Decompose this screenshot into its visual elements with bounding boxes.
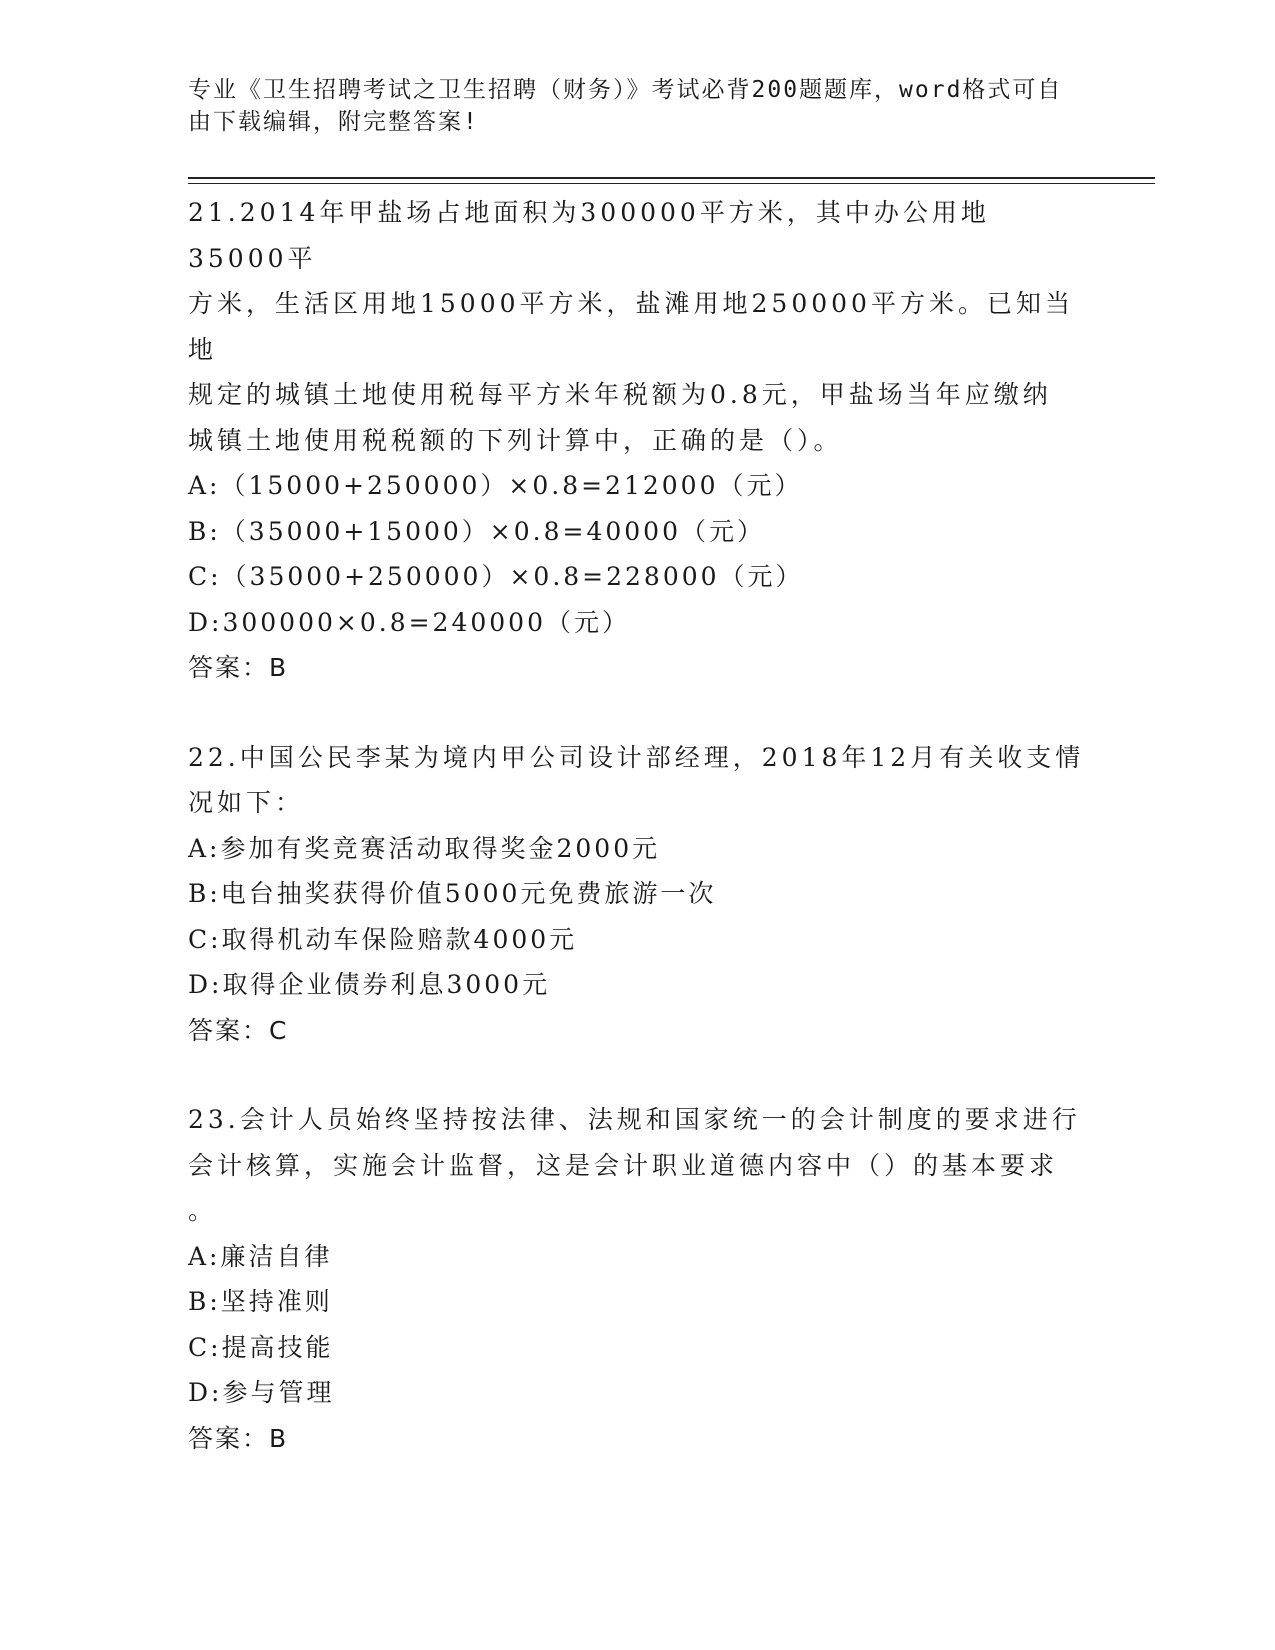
question-stem-line: 会计核算，实施会计监督，这是会计职业道德内容中（）的基本要求: [188, 1150, 1059, 1180]
option-b: B:坚持准则: [188, 1287, 333, 1316]
question-stem-line: 22.中国公民李某为境内甲公司设计部经理，2018年12月有关收支情: [188, 742, 1085, 772]
option-d: D:300000×0.8=240000（元）: [188, 607, 630, 637]
question-list: [188, 190, 1088, 1461]
answer: 答案：B: [188, 653, 289, 682]
question-stem-line: 城镇土地使用税税额的下列计算中，正确的是（）。: [188, 425, 843, 455]
question-stem-line: 。: [188, 1196, 218, 1225]
question-spacer: [188, 1053, 1088, 1097]
question-22: [188, 735, 1088, 1054]
question-stem-line: 况如下：: [188, 788, 305, 817]
option-a: A:廉洁自律: [188, 1241, 333, 1271]
question-stem-line: 21.2014年甲盐场占地面积为300000平方米，其中办公用地35000平: [188, 198, 990, 273]
option-b: B:（35000+15000）×0.8=40000（元）: [188, 516, 765, 546]
header-line-2: 由下载编辑，附完整答案!: [188, 109, 479, 135]
option-d: D:取得企业债券利息3000元: [188, 970, 551, 999]
question-23: [188, 1097, 1088, 1461]
answer: 答案：B: [188, 1423, 289, 1453]
answer: 答案：C: [188, 1015, 289, 1045]
option-c: C:（35000+250000）×0.8=228000（元）: [188, 562, 804, 591]
option-d: D:参与管理: [188, 1378, 335, 1407]
option-c: C:取得机动车保险赔款4000元: [188, 924, 578, 954]
document-header: [188, 74, 1068, 138]
option-b: B:电台抽奖获得价值5000元免费旅游一次: [188, 879, 717, 908]
header-divider-thick: [188, 177, 1155, 179]
header-line-1: 专业《卫生招聘考试之卫生招聘（财务）》考试必背200题题库，word格式可自: [188, 77, 1063, 103]
question-stem-line: 23.会计人员始终坚持按法律、法规和国家统一的会计制度的要求进行: [188, 1105, 1081, 1134]
question-stem-line: 规定的城镇土地使用税每平方米年税额为0.8元，甲盐场当年应缴纳: [188, 380, 1052, 409]
header-divider-thin: [188, 183, 1155, 184]
option-c: C:提高技能: [188, 1332, 334, 1362]
question-spacer: [188, 691, 1088, 735]
option-a: A:参加有奖竞赛活动取得奖金2000元: [188, 833, 661, 863]
question-stem-line: 方米，生活区用地15000平方米，盐滩用地250000平方米。已知当地: [188, 289, 1074, 364]
question-21: [188, 190, 1088, 691]
option-a: A:（15000+250000）×0.8=212000（元）: [188, 471, 803, 500]
